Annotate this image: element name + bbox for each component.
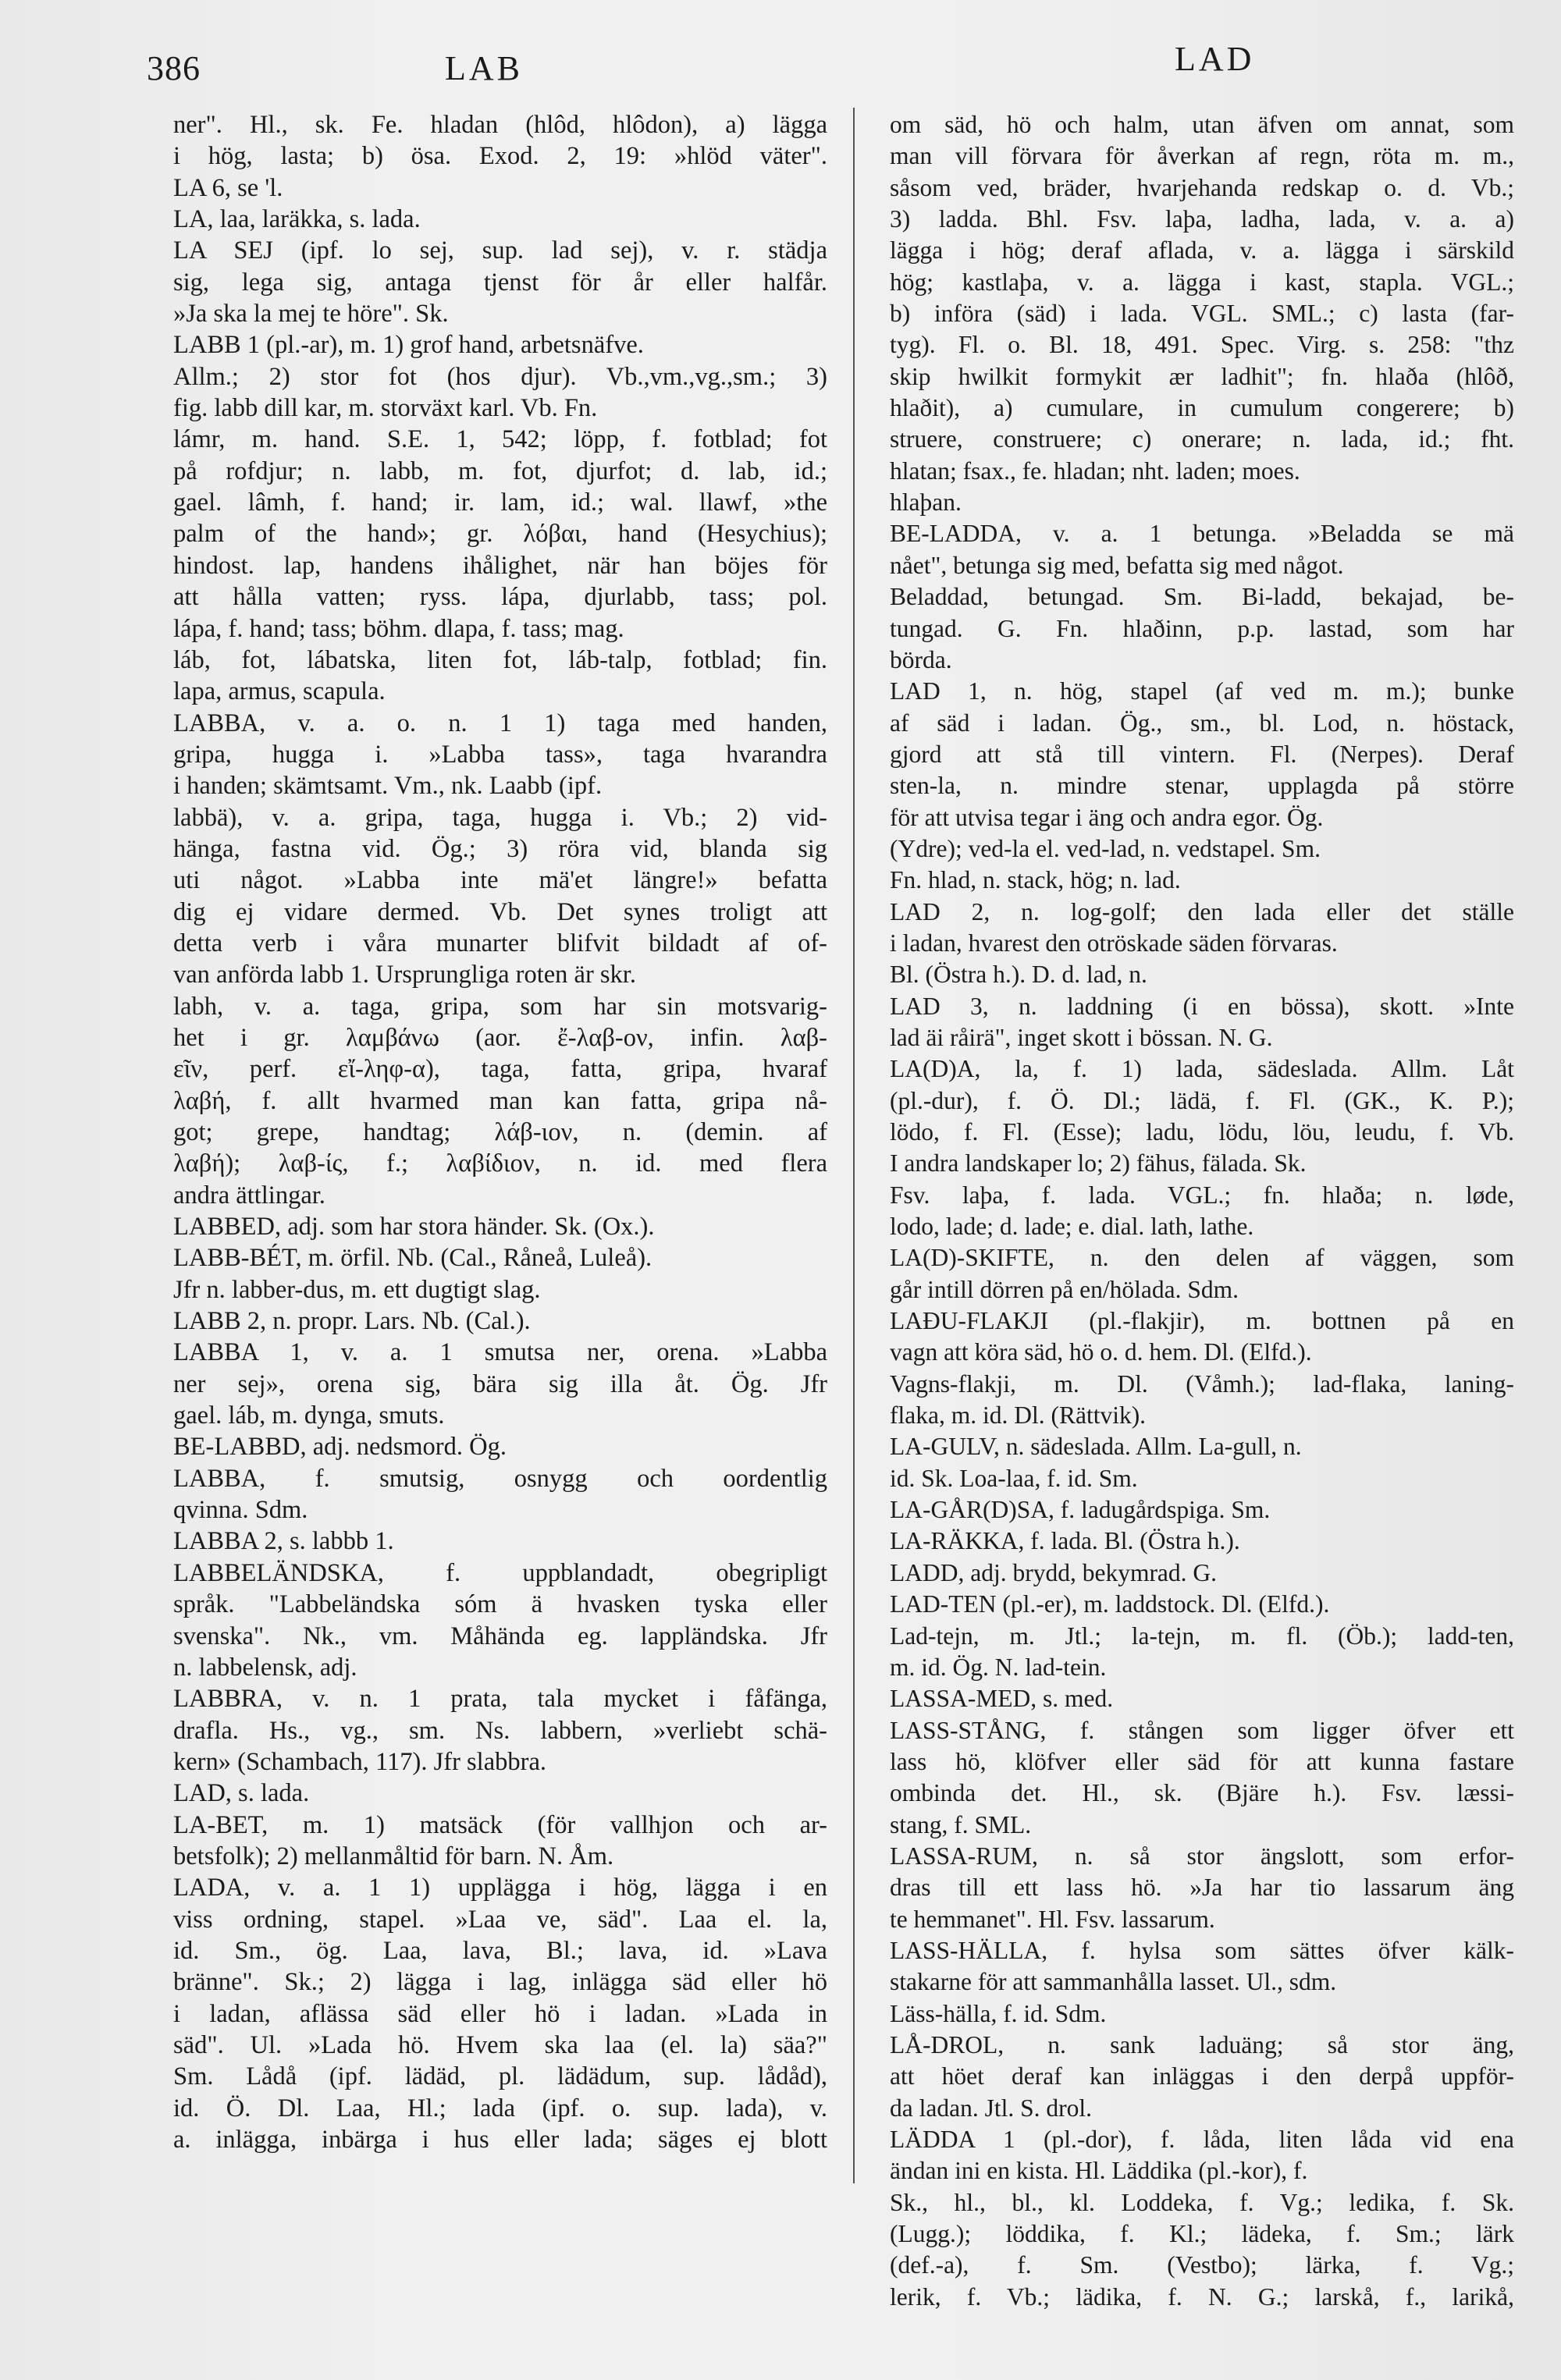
text-line: Sm. Lådå (ipf. lädäd, pl. lädädum, sup. lådåd), (173, 2062, 827, 2091)
text-line: b) införa (säd) i lada. VGL. SML.; c) lasta (far- (890, 300, 1514, 328)
text-line: van anförda labb 1. Ursprungliga roten är skr. (173, 961, 636, 989)
text-line: Sk., hl., bl., kl. Loddeka, f. Vg.; ledika, f. Sk. (890, 2188, 1514, 2216)
text-line: lass hö, klöfver eller säd för att kunna fastare (890, 1747, 1514, 1775)
text-line: sig, lega sig, antaga tjenst för år eller halfår. (173, 268, 827, 297)
text-line: gjord att stå till vintern. Fl. (Nerpes). Deraf (890, 740, 1514, 768)
text-line: λαβή, f. allt hvarmed man kan fatta, gripa nå- (173, 1086, 827, 1115)
text-line: börda. (890, 645, 952, 673)
text-line: LA, laa, laräkka, s. lada. (173, 205, 421, 234)
text-line: såsom ved, bräder, hvarjehanda redskap o. d. Vb.; (890, 173, 1514, 201)
text-line: Allm.; 2) stor fot (hos djur). Vb.,vm.,vg.,sm.; 3) (173, 362, 827, 391)
text-line: Jfr n. labber-dus, m. ett dugtigt slag. (173, 1275, 541, 1304)
text-line: stang, f. SML. (890, 1810, 1032, 1838)
text-line: BE-LABBD, adj. nedsmord. Ög. (173, 1433, 507, 1462)
text-line: vagn att köra säd, hö o. d. hem. Dl. (Elfd.). (890, 1338, 1312, 1366)
text-line: LA(D)-SKIFTE, n. den delen af väggen, som (890, 1244, 1514, 1272)
text-line: detta verb i våra munarter blifvit bildadt af of- (173, 929, 827, 957)
text-line: LAD 1, n. hög, stapel (af ved m. m.); bunke (890, 677, 1514, 705)
text-line: uti något. »Labba inte mä'et längre!» befatta (173, 866, 827, 895)
text-line: LAD 2, n. log-golf; den lada eller det ställe (890, 897, 1514, 925)
page-number: 386 (147, 49, 201, 87)
text-line: lámr, m. hand. S.E. 1, 542; löpp, f. fotblad; fot (173, 425, 827, 454)
text-line: hög; kastlaþa, v. a. lägga i kast, stapla. VGL.; (890, 268, 1514, 296)
text-line: m. id. Ög. N. lad-tein. (890, 1653, 1107, 1681)
text-line: lápa, f. hand; tass; böhm. dlapa, f. tass; mag. (173, 614, 624, 643)
text-line: skip hwilkit formykit ær ladhit"; fn. hlaða (hlôð, (890, 362, 1514, 390)
text-line: LAD, s. lada. (173, 1779, 310, 1808)
text-line: andra ättlingar. (173, 1181, 325, 1210)
text-line: εῖν, perf. εἴ-ληφ-α), taga, fatta, gripa, hvaraf (173, 1055, 827, 1084)
text-line: LABB 1 (pl.-ar), m. 1) grof hand, arbetsnäfve. (173, 331, 644, 360)
text-line: LASS-STÅNG, f. stången som ligger öfver ett (890, 1716, 1514, 1744)
text-line: lödo, f. Fl. (Esse); ladu, lödu, löu, leudu, f. Vb. (890, 1118, 1514, 1146)
text-line: (pl.-dur), f. Ö. Dl.; lädä, f. Fl. (GK., K. P.); (890, 1086, 1514, 1114)
text-line: LABBA, v. a. o. n. 1 1) taga med handen, (173, 709, 827, 737)
text-line: om säd, hö och halm, utan äfven om annat, som (890, 111, 1514, 138)
text-line: láb, fot, lábatska, liten fot, láb-talp, fotblad; fin. (173, 645, 827, 674)
text-line: viss ordning, stapel. »Laa ve, säd". Laa el. la, (173, 1905, 827, 1934)
right-running-head: LAD (1175, 40, 1255, 78)
text-line: lerik, f. Vb.; lädika, f. N. G.; larskå, f., larikå, (890, 2282, 1514, 2311)
text-line: LABBA, f. smutsig, osnygg och oordentlig (173, 1464, 827, 1493)
text-line: LADA, v. a. 1 1) upplägga i hög, lägga i en (173, 1874, 827, 1902)
text-line: säd". Ul. »Lada hö. Hvem ska laa (el. la) säa?" (173, 2030, 827, 2059)
left-running-head: LAB (445, 49, 523, 87)
text-line: LASSA-RUM, n. så stor ängslott, som erfor- (890, 1842, 1514, 1870)
text-line: lägga i hög; deraf aflada, v. a. lägga i särskild (890, 236, 1514, 265)
text-line: lad äi råirä", inget skott i bössan. N. G. (890, 1023, 1273, 1051)
text-line: ombinda det. Hl., sk. (Bjäre h.). Fsv. læssi- (890, 1779, 1514, 1807)
text-line: het i gr. λαμβάνω (aor. ἔ-λαβ-ον, infin. λαβ- (173, 1023, 827, 1052)
text-line: (Ydre); ved-la el. ved-lad, n. vedstapel. Sm. (890, 834, 1321, 862)
text-line: man vill förvara för åverkan af regn, röta m. m., (890, 142, 1514, 170)
text-line: gripa, hugga i. »Labba tass», taga hvarandra (173, 740, 827, 769)
text-line: LABBELÄNDSKA, f. uppblandadt, obegripligt (173, 1558, 827, 1587)
text-line: dig ej vidare dermed. Vb. Det synes troligt att (173, 897, 827, 926)
text-line: i hög, lasta; b) ösa. Exod. 2, 19: »hlöd väter". (173, 142, 827, 171)
text-line: svenska". Nk., vm. Måhända eg. lappländska. Jfr (173, 1622, 827, 1650)
text-line: Vagns-flakji, m. Dl. (Våmh.); lad-flaka, laning- (890, 1369, 1514, 1398)
text-line: 3) ladda. Bhl. Fsv. laþa, ladha, lada, v. a. a) (890, 205, 1514, 233)
text-line: (def.-a), f. Sm. (Vestbo); lärka, f. Vg.; (890, 2251, 1514, 2279)
text-line: nået", betunga sig med, befatta sig med något. (890, 551, 1344, 579)
text-line: qvinna. Sdm. (173, 1496, 308, 1525)
text-line: tyg). Fl. o. Bl. 18, 491. Spec. Virg. s. 258: "thz (890, 331, 1514, 359)
text-line: I andra landskaper lo; 2) fähus, fälada. Sk. (890, 1149, 1307, 1178)
text-line: LA(D)A, la, f. 1) lada, sädeslada. Allm. Låt (890, 1055, 1514, 1083)
text-line: id. Sm., ög. Laa, lava, Bl.; lava, id. »Lava (173, 1936, 827, 1965)
text-line: LA SEJ (ipf. lo sej, sup. lad sej), v. r. städja (173, 236, 827, 265)
text-line: LAĐU-FLAKJI (pl.-flakjir), m. bottnen på en (890, 1307, 1514, 1335)
text-line: »Ja ska la mej te höre". Sk. (173, 300, 449, 329)
text-line: id. Ö. Dl. Laa, Hl.; lada (ipf. o. sup. lada), v. (173, 2094, 827, 2122)
text-line: palm of the hand»; gr. λόβαι, hand (Hesychius); (173, 520, 827, 549)
text-line: LABBA 2, s. labbb 1. (173, 1527, 394, 1556)
text-line: ner". Hl., sk. Fe. hladan (hlôd, hlôdon), a) lägga (173, 111, 827, 139)
text-line: Lad-tejn, m. Jtl.; la-tejn, m. fl. (Öb.); ladd-ten, (890, 1622, 1514, 1650)
text-line: kern» (Schambach, 117). Jfr slabbra. (173, 1747, 547, 1776)
text-line: LA-GÅR(D)SA, f. ladugårdspiga. Sm. (890, 1496, 1271, 1524)
text-line: att höet deraf kan inläggas i den derpå uppför- (890, 2062, 1514, 2090)
left-column (173, 109, 827, 2155)
text-line: dras till ett lass hö. »Ja har tio lassarum äng (890, 1874, 1514, 1902)
text-line: LA-GULV, n. sädeslada. Allm. La-gull, n. (890, 1433, 1302, 1461)
text-line: struere, construere; c) onerare; n. lada, id.; fht. (890, 425, 1514, 453)
text-line: LABB 2, n. propr. Lars. Nb. (Cal.). (173, 1307, 531, 1336)
text-line: i ladan, aflässa säd eller hö i ladan. »Lada in (173, 1999, 827, 2028)
text-line: da ladan. Jtl. S. drol. (890, 2094, 1092, 2122)
text-line: på rofdjur; n. labb, m. fot, djurfot; d. lab, id.; (173, 456, 827, 485)
text-line: te hemmanet". Hl. Fsv. lassarum. (890, 1905, 1215, 1933)
text-line: hlaþan. (890, 488, 962, 517)
text-line: LABB-BÉT, m. örfil. Nb. (Cal., Råneå, Luleå). (173, 1244, 652, 1273)
text-line: BE-LADDA, v. a. 1 betunga. »Beladda se mä (890, 520, 1514, 548)
text-line: n. labbelensk, adj. (173, 1653, 357, 1682)
text-line: LASS-HÄLLA, f. hylsa som sättes öfver kälk- (890, 1936, 1514, 1964)
text-line: a. inlägga, inbärga i hus eller lada; säges ej blott (173, 2126, 827, 2154)
text-line: gael. láb, m. dynga, smuts. (173, 1401, 445, 1430)
text-line: af säd i ladan. Ög., sm., bl. Lod, n. höstack, (890, 709, 1514, 737)
text-line: hänga, fastna vid. Ög.; 3) röra vid, blanda sig (173, 834, 827, 863)
text-line: id. Sk. Loa-laa, f. id. Sm. (890, 1464, 1138, 1492)
text-line: LÅ-DROL, n. sank laduäng; så stor äng, (890, 2030, 1514, 2059)
text-line: i ladan, hvarest den otröskade säden förvaras. (890, 929, 1338, 957)
text-line: betsfolk); 2) mellanmåltid för barn. N. Åm. (173, 1842, 614, 1870)
text-line: tungad. G. Fn. hlaðinn, p.p. lastad, som har (890, 614, 1514, 642)
text-line: LAD-TEN (pl.-er), m. laddstock. Dl. (Elfd.). (890, 1590, 1330, 1618)
right-column (890, 109, 1514, 2313)
text-line: stakarne för att sammanhålla lasset. Ul., sdm. (890, 1968, 1337, 1996)
text-line: Fsv. laþa, f. lada. VGL.; fn. hlaða; n. løde, (890, 1181, 1514, 1209)
text-line: sten-la, n. mindre stenar, upplagda på större (890, 772, 1514, 800)
text-line: ner sej», orena sig, bära sig illa åt. Ög. Jfr (173, 1369, 827, 1398)
text-line: (Lugg.); löddika, f. Kl.; lädeka, f. Sm.; lärk (890, 2220, 1514, 2248)
text-line: bränne". Sk.; 2) lägga i lag, inlägga säd eller hö (173, 1968, 827, 1997)
text-line: LAD 3, n. laddning (i en bössa), skott. »Inte (890, 992, 1514, 1020)
text-line: gael. lâmh, f. hand; ir. lam, id.; wal. llawf, »the (173, 488, 827, 517)
text-line: hindost. lap, handens ihålighet, när han böjes för (173, 551, 827, 580)
text-line: LA 6, se 'l. (173, 173, 283, 202)
text-line: flaka, m. id. Dl. (Rättvik). (890, 1401, 1147, 1430)
text-line: lapa, armus, scapula. (173, 677, 386, 706)
text-line: labbä), v. a. gripa, taga, hugga i. Vb.; 2) vid- (173, 803, 827, 832)
text-line: Fn. hlad, n. stack, hög; n. lad. (890, 866, 1181, 894)
text-line: att hålla vatten; ryss. lápa, djurlabb, tass; pol. (173, 583, 827, 612)
text-line: drafla. Hs., vg., sm. Ns. labbern, »verliebt schä- (173, 1716, 827, 1745)
text-line: LA-RÄKKA, f. lada. Bl. (Östra h.). (890, 1527, 1240, 1555)
text-line: LÄDDA 1 (pl.-dor), f. låda, liten låda vid ena (890, 2126, 1514, 2153)
text-line: LASSA-MED, s. med. (890, 1685, 1114, 1713)
text-line: LABBA 1, v. a. 1 smutsa ner, orena. »Labba (173, 1338, 827, 1367)
text-line: i handen; skämtsamt. Vm., nk. Laabb (ipf. (173, 772, 603, 801)
text-line: hlatan; fsax., fe. hladan; nht. laden; moes. (890, 456, 1300, 485)
text-line: fig. labb dill kar, m. storväxt karl. Vb. Fn. (173, 394, 598, 423)
text-line: λαβή); λαβ-ίς, f.; λαβίδιον, n. id. med flera (173, 1149, 827, 1178)
text-line: Läss-hälla, f. id. Sdm. (890, 1999, 1107, 2027)
text-line: got; grepe, handtag; λάβ-ιον, n. (demin. af (173, 1118, 827, 1146)
text-line: Beladdad, betungad. Sm. Bi-ladd, bekajad, be- (890, 583, 1514, 611)
text-line: lodo, lade; d. lade; e. dial. lath, lathe. (890, 1213, 1254, 1241)
text-line: språk. "Labbeländska sóm ä hvasken tyska eller (173, 1590, 827, 1619)
column-divider (853, 108, 855, 2183)
text-line: Bl. (Östra h.). D. d. lad, n. (890, 961, 1147, 989)
text-line: för att utvisa tegar i äng och andra egor. Ög. (890, 803, 1324, 831)
text-line: labh, v. a. taga, gripa, som har sin motsvarig- (173, 992, 827, 1021)
text-line: LA-BET, m. 1) matsäck (för vallhjon och ar- (173, 1810, 827, 1839)
text-line: LADD, adj. brydd, bekymrad. G. (890, 1558, 1218, 1586)
text-line: ändan ini en kista. Hl. Läddika (pl.-kor), f. (890, 2157, 1308, 2185)
text-line: LABBED, adj. som har stora händer. Sk. (Ox.). (173, 1213, 655, 1242)
text-line: hlaðit), a) cumulare, in cumulum congerere; b) (890, 394, 1514, 422)
text-line: går intill dörren på en/hölada. Sdm. (890, 1275, 1239, 1303)
text-line: LABBRA, v. n. 1 prata, tala mycket i fåfänga, (173, 1685, 827, 1714)
page-header (0, 39, 1561, 94)
